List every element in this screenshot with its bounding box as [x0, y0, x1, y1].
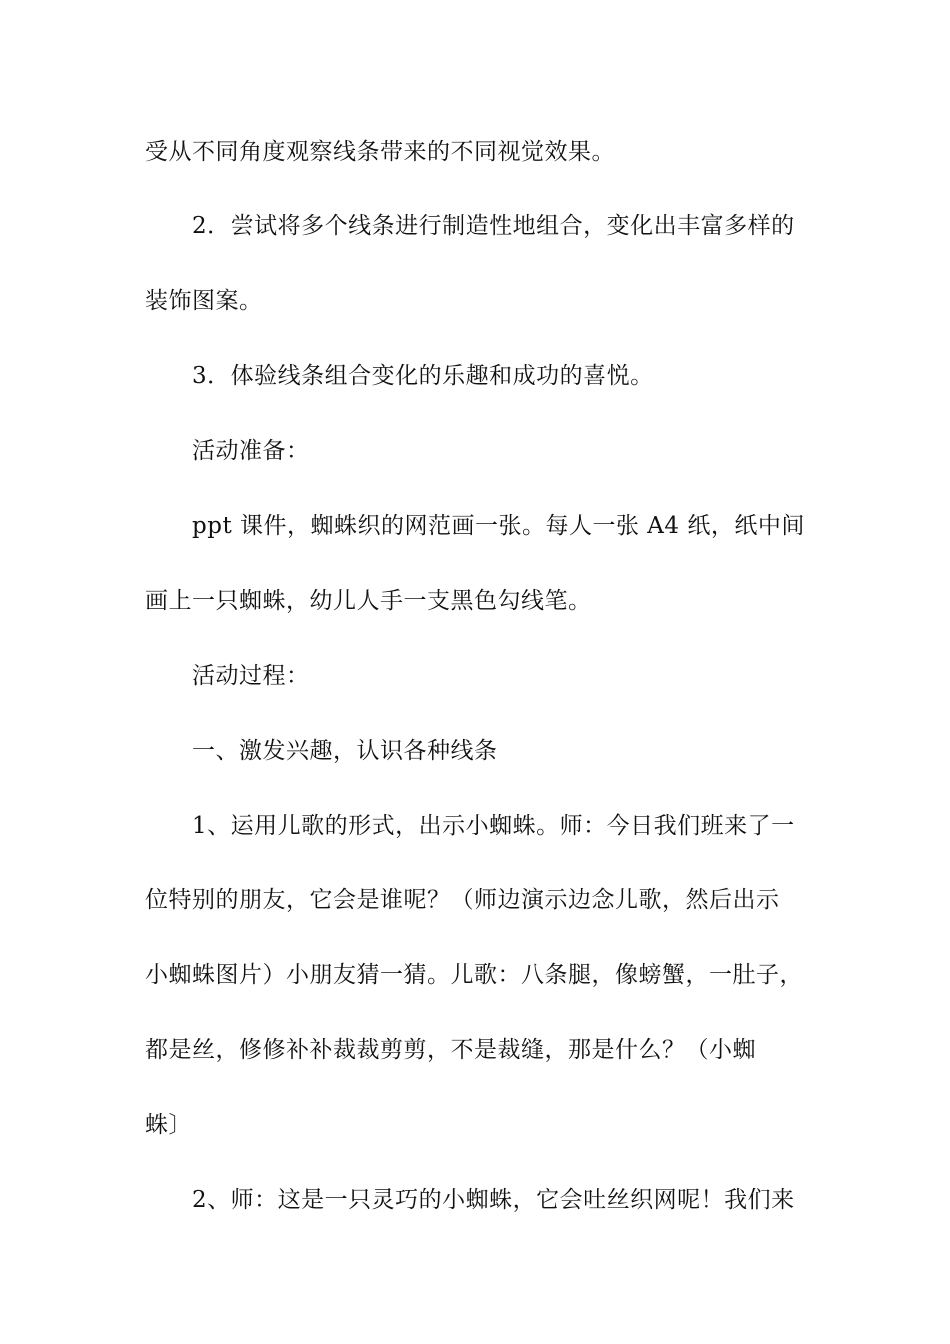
- text-line: 都是丝，修修补补裁裁剪剪，不是裁缝，那是什么？（小蜘: [145, 1037, 756, 1063]
- text-line: 蛛〕: [145, 1112, 192, 1138]
- section-heading: 活动过程：: [192, 663, 310, 689]
- text-line: 一、激发兴趣，认识各种线条: [192, 738, 498, 764]
- text-line: 3．体验线条组合变化的乐趣和成功的喜悦。: [192, 363, 654, 389]
- text-line: 1、运用儿歌的形式，出示小蜘蛛。师：今日我们班来了一: [192, 813, 795, 839]
- section-heading: 活动准备：: [192, 438, 310, 464]
- text-line: ppt 课件，蜘蛛织的网范画一张。每人一张 A4 纸，纸中间: [192, 513, 805, 539]
- text-line: 小蜘蛛图片）小朋友猜一猜。儿歌：八条腿，像螃蟹，一肚子，: [145, 962, 803, 988]
- text-line: 装饰图案。: [145, 288, 263, 314]
- text-line: 2、师：这是一只灵巧的小蜘蛛，它会吐丝织网呢！我们来: [192, 1187, 795, 1213]
- text-line: 位特别的朋友，它会是谁呢？（师边演示边念儿歌，然后出示: [145, 887, 780, 913]
- text-line: 受从不同角度观察线条带来的不同视觉效果。: [145, 139, 615, 165]
- text-line: 2．尝试将多个线条进行制造性地组合，变化出丰富多样的: [192, 213, 795, 239]
- text-line: 画上一只蜘蛛，幼儿人手一支黑色勾线笔。: [145, 588, 592, 614]
